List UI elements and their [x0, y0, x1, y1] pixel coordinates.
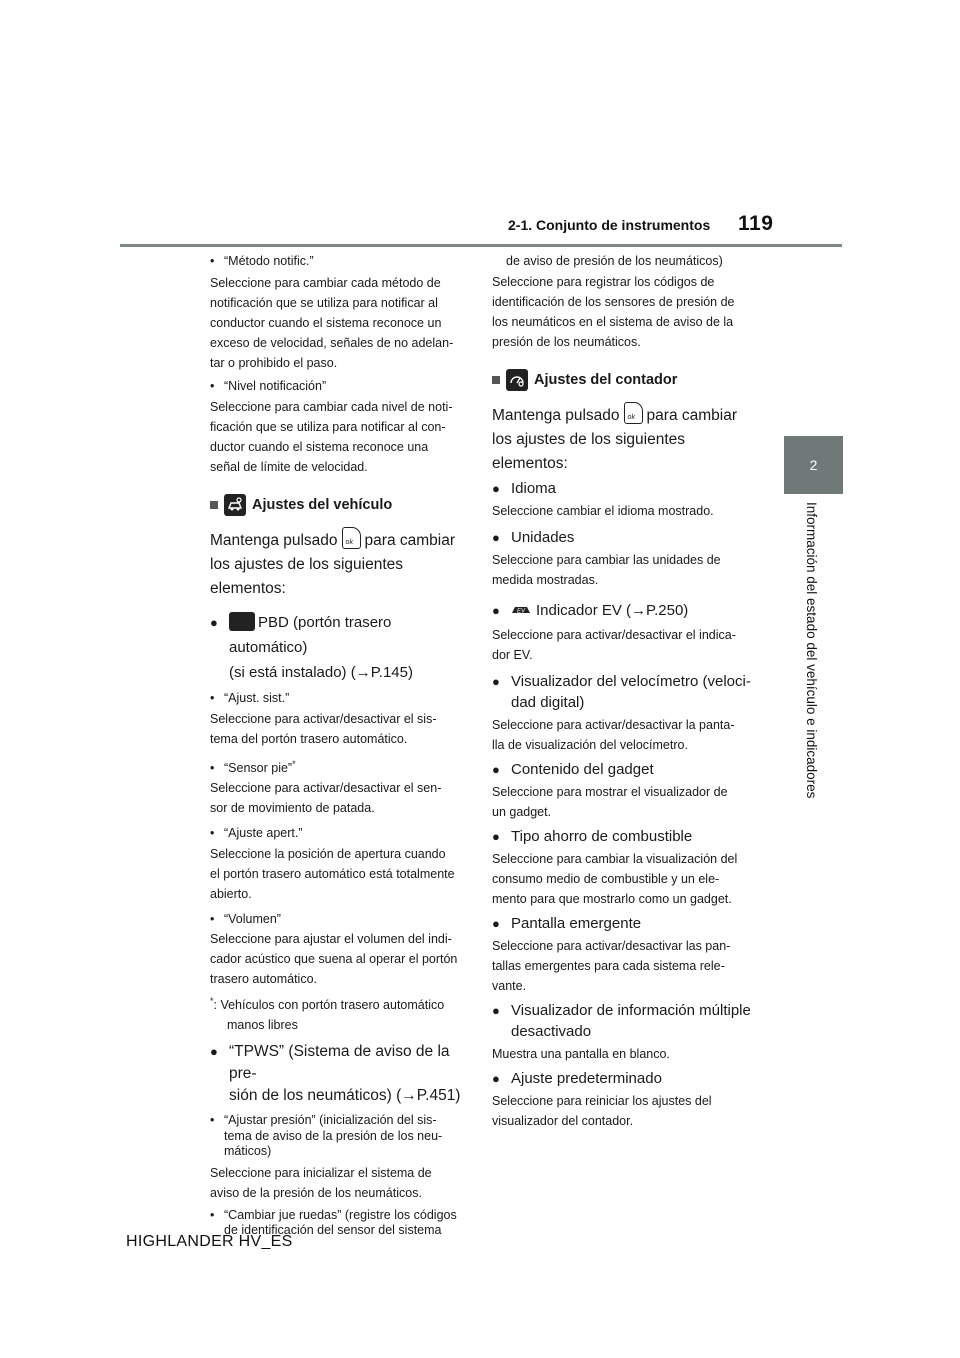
left-column: [210, 254, 472, 1239]
notif-method-title: • “Método notific.”: [210, 254, 314, 268]
list-item-title: ● Idioma: [492, 479, 557, 497]
section-square-icon: [492, 376, 500, 384]
meter-settings-icon: [506, 369, 528, 391]
ajust-sist-desc: Seleccione para activar/desactivar el sis- tema del portón trasero automático.: [210, 711, 437, 746]
list-item-desc: Seleccione para activar/desactivar la panta- lla de visualización del velocímetro.: [492, 717, 735, 752]
bullet-icon: ●: [210, 1044, 218, 1060]
list-item-title: ● Tipo ahorro de combustible: [492, 827, 693, 845]
list-item-desc: Muestra una pantalla en blanco.: [492, 1046, 670, 1061]
chapter-label: [803, 502, 823, 799]
footer-model-name: HIGHLANDER HV_ES: [126, 1233, 293, 1250]
notif-method-desc: Seleccione para cambiar cada método de notificación que se utiliza para notificar al conductor cuando el sistema reconoce un exceso de velocidad, señales de no adelan- tar o prohibido el paso.: [210, 275, 454, 370]
list-item-desc: Seleccione para activar/desactivar las pan- tallas emergentes para cada sistema rele- vante.: [492, 938, 731, 993]
ok-button-icon: [624, 402, 643, 424]
list-item-title: ● Unidades: [492, 528, 575, 546]
ajuste-apert-desc: Seleccione la posición de apertura cuando el portón trasero automático está totalmente abierto.: [210, 846, 455, 901]
list-item-desc: Seleccione para activar/desactivar el indica- dor EV.: [492, 627, 736, 662]
list-item-title: ● Ajuste predeterminado: [492, 1069, 662, 1087]
sensor-pie-desc: Seleccione para activar/desactivar el sen- sor de movimiento de patada.: [210, 781, 442, 816]
list-item-desc: Seleccione para mostrar el visualizador de un gadget.: [492, 784, 728, 819]
right-column: [492, 254, 754, 1131]
list-item-desc: Seleccione cambiar el idioma mostrado.: [492, 503, 714, 518]
list-item-title: ● Pantalla emergente: [492, 914, 642, 932]
list-item-title: ● Visualizador de información múltiple desactivado: [492, 1001, 751, 1040]
list-item-title: ● Contenido del gadget: [492, 760, 654, 778]
list-item-desc: Seleccione para cambiar la visualización del consumo medio de combustible y un ele- mento para que mostrarlo como un gadget.: [492, 851, 738, 906]
list-item-title: ● EV Indicador EV (→P.250): [492, 601, 689, 619]
notif-level-desc: Seleccione para cambiar cada nivel de noti- ficación que se utiliza para notificar al con- ductor cuando el sistema reconoce una señal de límite de velocidad.: [210, 400, 453, 474]
bullet-icon: ●: [492, 602, 500, 618]
notif-level-title: • “Nivel notificación”: [210, 378, 327, 393]
ok-button-icon: [342, 527, 361, 549]
section-title: 2-1. Conjunto de instrumentos: [508, 217, 711, 233]
bullet-icon: ●: [492, 480, 500, 496]
sensor-pie-title: • “Sensor pie”*: [210, 758, 296, 775]
ajustar-presion-title: • “Ajustar presión” (inicialización del sis- tema de aviso de la presión de los neu- máticos): [210, 1113, 443, 1159]
tailgate-icon: [229, 612, 255, 631]
bullet-icon: ●: [492, 915, 500, 931]
chapter-tab[interactable]: 2: [784, 436, 843, 494]
meter-intro: Mantenga pulsadook para cambiar: [492, 402, 754, 428]
chapter-label-text: Información del estado del vehículo e indicadores: [804, 502, 819, 799]
bullet-icon: ●: [492, 1070, 500, 1086]
vehicle-settings-icon: [224, 494, 246, 516]
ev-indicator-icon: [511, 603, 531, 617]
list-item-title: ● Visualizador del velocímetro (veloci- dad digital): [492, 672, 751, 711]
bullet-icon: ●: [492, 1002, 500, 1018]
cambiar-ruedas-title: • “Cambiar jue ruedas” (registre los códigos de identificación del sensor del sistema: [210, 1207, 457, 1238]
meter-settings-heading: Ajustes del contador: [492, 368, 754, 392]
section-square-icon: [210, 501, 218, 509]
bullet-icon: ●: [492, 828, 500, 844]
vehicle-settings-heading: Ajustes del vehículo: [210, 493, 472, 517]
bullet-icon: ●: [492, 673, 500, 689]
tpws-continuation: de aviso de presión de los neumáticos): [506, 254, 723, 268]
meter-intro-line2: los ajustes de los siguientes elementos:: [492, 430, 686, 472]
volumen-title: • “Volumen”: [210, 911, 281, 926]
svg-text:EV: EV: [517, 608, 526, 614]
register-codes-desc: Seleccione para registrar los códigos de identificación de los sensores de presión de los neumáticos en el sistema de aviso de la presión de los neumáticos.: [492, 274, 735, 349]
tpws-item: ● “TPWS” (Sistema de aviso de la pre- sión de los neumáticos) (→P.451): [210, 1043, 461, 1105]
header-divider: [120, 244, 842, 247]
ajustar-presion-desc: Seleccione para inicializar el sistema de aviso de la presión de los neumáticos.: [210, 1165, 432, 1200]
bullet-icon: ●: [492, 529, 500, 545]
ajuste-apert-title: • “Ajuste apert.”: [210, 826, 303, 841]
footnote: *: Vehículos con portón trasero automático manos libres: [210, 996, 445, 1033]
pbd-item: ● PBD (portón trasero automático) (si está instalado) (→P.145): [210, 610, 472, 685]
ajust-sist-title: • “Ajust. sist.”: [210, 691, 290, 705]
list-item-desc: Seleccione para cambiar las unidades de medida mostradas.: [492, 552, 721, 587]
bullet-icon: ●: [210, 615, 218, 630]
volumen-desc: Seleccione para ajustar el volumen del indi- cador acústico que suena al operar el portón trasero automático.: [210, 932, 458, 987]
vehicle-intro-line2: los ajustes de los siguientes elementos:: [210, 556, 404, 597]
list-item-desc: Seleccione para reiniciar los ajustes del visualizador del contador.: [492, 1093, 712, 1128]
vehicle-intro: Mantenga pulsadook para cambiar: [210, 527, 472, 553]
bullet-icon: ●: [492, 761, 500, 777]
page-number: 119: [738, 212, 774, 235]
